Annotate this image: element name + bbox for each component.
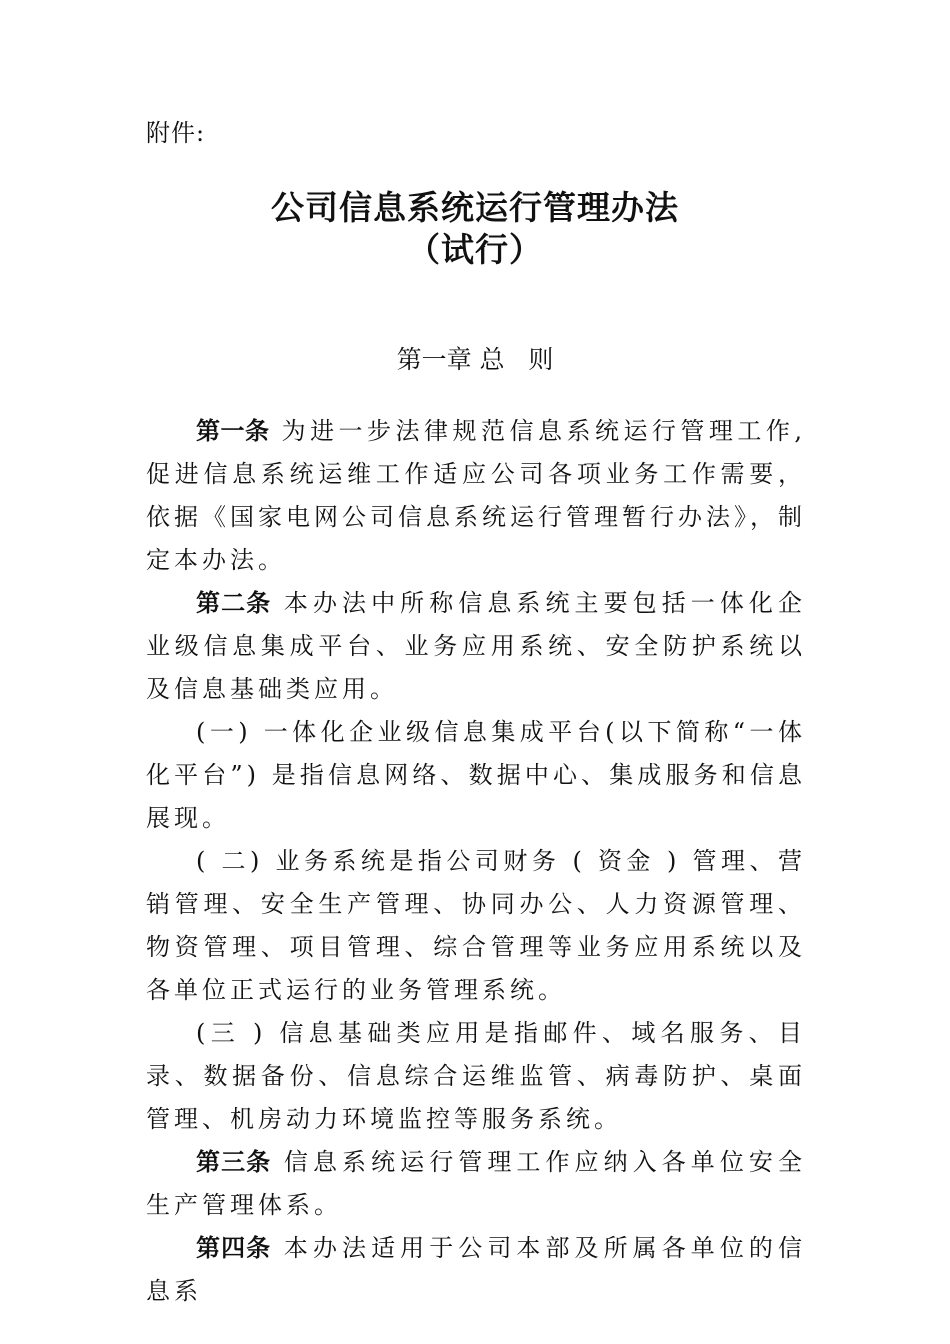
article-paragraph [146, 582, 806, 711]
article-paragraph [146, 1227, 806, 1313]
article-text: 本办法中所称信息系统主要包括一体化企业级信息集成平台、业务应用系统、安全防护系统以及信息基础类应用。 [146, 589, 806, 703]
article-text: 本办法适用于公司本部及所属各单位的信息系 [146, 1234, 806, 1305]
document-title: 公司信息系统运行管理办法 [271, 188, 679, 227]
article-paragraph [146, 410, 806, 582]
article-paragraph [146, 1141, 806, 1227]
clause-paragraph: ( 二) 业务系统是指公司财务 ( 资金 ) 管理、营销管理、安全生产管理、协同办公、人力资源管理、物资管理、项目管理、综合管理等业务应用系统以及各单位正式运行的业务管理系统。 [146, 847, 806, 1004]
article-text: 信息系统运行管理工作应纳入各单位安全生产管理体系。 [146, 1148, 806, 1219]
attachment-label: 附件: [146, 119, 206, 147]
article-label: 第一条 [196, 417, 270, 445]
article-label: 第三条 [196, 1148, 272, 1176]
article-text: 为进一步法律规范信息系统运行管理工作,促进信息系统运维工作适应公司各项业务工作需要，依据《国家电网公司信息系统运行管理暂行办法》，制定本办法。 [146, 417, 806, 574]
clause-paragraph: (三 ) 信息基础类应用是指邮件、域名服务、目录、数据备份、信息综合运维监管、病毒防护、桌面管理、机房动力环境监控等服务系统。 [146, 1019, 806, 1133]
document-subtitle: （试行） [407, 230, 543, 269]
chapter-heading: 第一章 总 则 [396, 345, 554, 374]
clause-paragraph: (一) 一体化企业级信息集成平台(以下简称“一体化平台”) 是指信息网络、数据中心、集成服务和信息展现。 [146, 718, 806, 832]
article-label: 第四条 [196, 1234, 272, 1262]
document-body [146, 410, 806, 1313]
article-label: 第二条 [196, 589, 272, 617]
